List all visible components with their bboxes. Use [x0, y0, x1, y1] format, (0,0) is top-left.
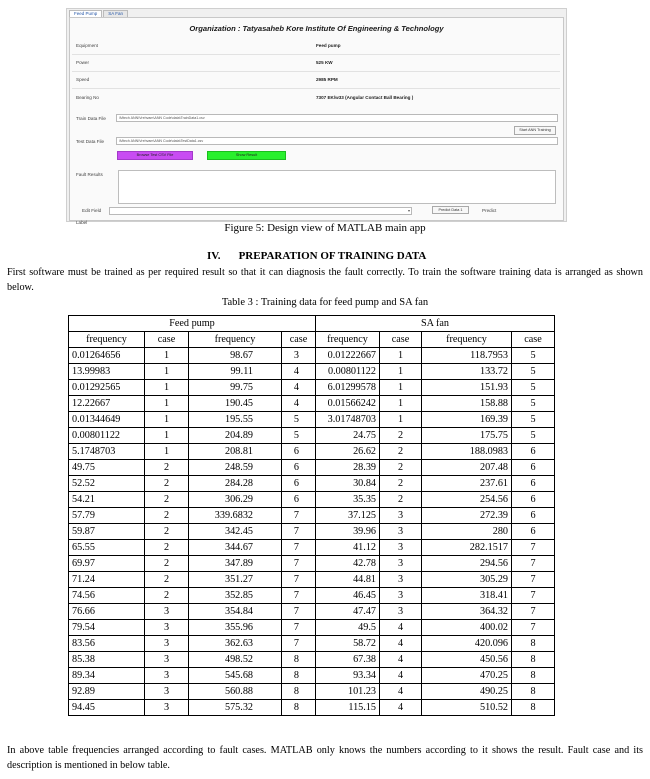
- table-row: [69, 572, 555, 588]
- table-cell: 46.45: [316, 588, 380, 604]
- table-row: [69, 444, 555, 460]
- table-cell: 280: [422, 524, 512, 540]
- table-cell: 282.1517: [422, 540, 512, 556]
- table-cell: 4: [380, 684, 422, 700]
- table-cell: 3: [145, 620, 189, 636]
- tab-bar: [69, 10, 129, 17]
- table-cell: 560.88: [189, 684, 282, 700]
- chevron-down-icon: ▾: [407, 208, 410, 213]
- table-cell: 169.39: [422, 412, 512, 428]
- table-cell: 2: [380, 476, 422, 492]
- table-cell: 470.25: [422, 668, 512, 684]
- table-cell: 3: [145, 604, 189, 620]
- table-cell: 8: [512, 636, 555, 652]
- label-text: Label: [76, 220, 88, 225]
- table-row: [69, 684, 555, 700]
- fault-results-label: Fault Results: [76, 172, 103, 177]
- table-cell: 175.75: [422, 428, 512, 444]
- table-cell: 5: [512, 428, 555, 444]
- table-cell: 3: [380, 556, 422, 572]
- table-cell: 49.75: [69, 460, 145, 476]
- show-result-button[interactable]: Show Result: [207, 151, 286, 160]
- table-cell: 272.39: [422, 508, 512, 524]
- table-cell: 284.28: [189, 476, 282, 492]
- start-ann-training-button[interactable]: Start ANN Training: [514, 126, 556, 135]
- divider: [72, 71, 560, 72]
- train-data-label: Train Data File: [76, 116, 106, 121]
- table-cell: 344.67: [189, 540, 282, 556]
- table-cell: 65.55: [69, 540, 145, 556]
- table-cell: 1: [380, 412, 422, 428]
- equipment-value: Feed pump: [316, 43, 341, 48]
- table-cell: 2: [145, 540, 189, 556]
- equipment-label: Equipment: [76, 43, 98, 48]
- group-header-sa-fan: SA fan: [316, 316, 555, 332]
- test-data-path-field[interactable]: \Mtech ANN\Vrehvam\ANN Code\data\TestData1.csv: [116, 137, 558, 145]
- table-row: [69, 524, 555, 540]
- table-cell: 1: [380, 364, 422, 380]
- table-row: [69, 540, 555, 556]
- table-cell: 254.56: [422, 492, 512, 508]
- table-row: [69, 428, 555, 444]
- table-row: [69, 588, 555, 604]
- table-cell: 85.38: [69, 652, 145, 668]
- table-row: [69, 460, 555, 476]
- table-cell: 5: [512, 348, 555, 364]
- table-cell: 294.56: [422, 556, 512, 572]
- table-cell: 47.47: [316, 604, 380, 620]
- table-cell: 0.01292565: [69, 380, 145, 396]
- table-cell: 2: [380, 460, 422, 476]
- table-cell: 92.89: [69, 684, 145, 700]
- table-cell: 74.56: [69, 588, 145, 604]
- table-cell: 0.00801122: [316, 364, 380, 380]
- table-cell: 339.6832: [189, 508, 282, 524]
- table-cell: 4: [380, 668, 422, 684]
- table-cell: 7: [282, 508, 316, 524]
- table-cell: 13.99983: [69, 364, 145, 380]
- table-cell: 0.01222667: [316, 348, 380, 364]
- table-cell: 3: [145, 700, 189, 716]
- table-cell: 35.35: [316, 492, 380, 508]
- table-row: [69, 380, 555, 396]
- table-cell: 351.27: [189, 572, 282, 588]
- table-row: [69, 476, 555, 492]
- table-cell: 3: [145, 652, 189, 668]
- table-cell: 2: [380, 444, 422, 460]
- fault-results-textarea[interactable]: [118, 170, 556, 204]
- table-cell: 342.45: [189, 524, 282, 540]
- table-cell: 1: [145, 348, 189, 364]
- table-cell: 4: [282, 380, 316, 396]
- speed-value: 2985 RPM: [316, 77, 338, 82]
- table-cell: 44.81: [316, 572, 380, 588]
- table-cell: 4: [380, 700, 422, 716]
- table-cell: 41.12: [316, 540, 380, 556]
- table-cell: 93.34: [316, 668, 380, 684]
- table-cell: 42.78: [316, 556, 380, 572]
- table-cell: 7: [282, 620, 316, 636]
- training-data-table: [68, 315, 555, 716]
- table-cell: 352.85: [189, 588, 282, 604]
- power-value: 525 KW: [316, 60, 333, 65]
- table-cell: 450.56: [422, 652, 512, 668]
- table-cell: 7: [282, 540, 316, 556]
- table-cell: 0.01344649: [69, 412, 145, 428]
- table-cell: 7: [282, 636, 316, 652]
- group-header-feed-pump: Feed pump: [69, 316, 316, 332]
- table-cell: 8: [512, 684, 555, 700]
- column-header: frequency: [316, 332, 380, 348]
- table-cell: 6: [512, 492, 555, 508]
- predict-label: Predict: [482, 208, 497, 213]
- table-row: [69, 348, 555, 364]
- table-cell: 151.93: [422, 380, 512, 396]
- column-header: frequency: [189, 332, 282, 348]
- table-cell: 5: [282, 428, 316, 444]
- table-cell: 5: [512, 380, 555, 396]
- table-cell: 3: [380, 540, 422, 556]
- table-cell: 498.52: [189, 652, 282, 668]
- column-header: frequency: [69, 332, 145, 348]
- table-cell: 83.56: [69, 636, 145, 652]
- table-cell: 5: [282, 412, 316, 428]
- table-cell: 7: [512, 620, 555, 636]
- table-body: [69, 348, 555, 716]
- table-title: Table 3 : Training data for feed pump and SA fan: [221, 297, 429, 308]
- table-cell: 94.45: [69, 700, 145, 716]
- table-cell: 420.096: [422, 636, 512, 652]
- table-cell: 0.00801122: [69, 428, 145, 444]
- table-cell: 8: [282, 700, 316, 716]
- table-cell: 1: [380, 396, 422, 412]
- divider: [72, 88, 560, 89]
- column-header: frequency: [422, 332, 512, 348]
- table-cell: 7: [512, 572, 555, 588]
- intro-paragraph: First software must be trained as per required result so that it can diagnosis the fault correctly. To train the software training data is arranged as shown below.: [7, 267, 643, 293]
- table-cell: 400.02: [422, 620, 512, 636]
- tab-feed-pump[interactable]: Feed Pump: [69, 10, 102, 17]
- table-cell: 133.72: [422, 364, 512, 380]
- table-cell: 118.7953: [422, 348, 512, 364]
- table-row: [69, 700, 555, 716]
- table-cell: 67.38: [316, 652, 380, 668]
- table-cell: 355.96: [189, 620, 282, 636]
- section-heading: [207, 250, 426, 262]
- table-cell: 99.11: [189, 364, 282, 380]
- tab-sa-fan[interactable]: SA Fan: [103, 10, 128, 17]
- table-cell: 3: [145, 684, 189, 700]
- column-header: case: [512, 332, 555, 348]
- browse-test-csv-button[interactable]: Browse Test CSV File: [117, 151, 193, 160]
- column-header: case: [380, 332, 422, 348]
- table-cell: 8: [282, 652, 316, 668]
- table-cell: 57.79: [69, 508, 145, 524]
- table-cell: 3: [380, 604, 422, 620]
- column-header: case: [282, 332, 316, 348]
- table-cell: 69.97: [69, 556, 145, 572]
- table-cell: 0.01566242: [316, 396, 380, 412]
- table-cell: 207.48: [422, 460, 512, 476]
- table-cell: 195.55: [189, 412, 282, 428]
- organization-title: Organization : Tatyasaheb Kore Institute Of Engineering & Technology: [189, 24, 444, 33]
- table-cell: 76.66: [69, 604, 145, 620]
- table-row: [69, 652, 555, 668]
- table-cell: 2: [380, 428, 422, 444]
- divider: [72, 54, 560, 55]
- table-cell: 6: [512, 476, 555, 492]
- table-cell: 362.63: [189, 636, 282, 652]
- table-cell: 2: [145, 508, 189, 524]
- table-cell: 490.25: [422, 684, 512, 700]
- table-cell: 8: [282, 684, 316, 700]
- table-cell: 2: [145, 476, 189, 492]
- table-cell: 1: [145, 444, 189, 460]
- table-cell: 8: [512, 668, 555, 684]
- table-cell: 7: [282, 556, 316, 572]
- table-cell: 6: [512, 460, 555, 476]
- table-cell: 354.84: [189, 604, 282, 620]
- predict-data-1-button[interactable]: Predict Data 1: [432, 206, 469, 214]
- table-cell: 89.34: [69, 668, 145, 684]
- table-cell: 49.5: [316, 620, 380, 636]
- table-row: [69, 620, 555, 636]
- table-cell: 12.22667: [69, 396, 145, 412]
- table-cell: 545.68: [189, 668, 282, 684]
- table-cell: 101.23: [316, 684, 380, 700]
- table-cell: 2: [145, 556, 189, 572]
- table-cell: 7: [512, 588, 555, 604]
- table-cell: 58.72: [316, 636, 380, 652]
- table-cell: 347.89: [189, 556, 282, 572]
- table-cell: 237.61: [422, 476, 512, 492]
- column-header-row: [69, 332, 555, 348]
- bearing-label: Bearing No: [76, 95, 99, 100]
- table-cell: 2: [380, 492, 422, 508]
- table-cell: 3: [380, 572, 422, 588]
- table-cell: 3: [380, 524, 422, 540]
- table-cell: 1: [145, 380, 189, 396]
- table-cell: 364.32: [422, 604, 512, 620]
- table-cell: 6: [282, 460, 316, 476]
- table-cell: 8: [512, 700, 555, 716]
- table-cell: 2: [145, 460, 189, 476]
- table-cell: 7: [282, 604, 316, 620]
- table-cell: 4: [380, 652, 422, 668]
- table-cell: 3.01748703: [316, 412, 380, 428]
- table-row: [69, 636, 555, 652]
- table-cell: 26.62: [316, 444, 380, 460]
- table-cell: 2: [145, 572, 189, 588]
- table-cell: 7: [512, 604, 555, 620]
- table-row: [69, 604, 555, 620]
- table-row: [69, 668, 555, 684]
- edit-field-label: Edit Field: [82, 208, 102, 213]
- table-cell: 2: [145, 524, 189, 540]
- table-cell: 7: [512, 540, 555, 556]
- table-row: [69, 412, 555, 428]
- table-cell: 3: [380, 508, 422, 524]
- table-cell: 4: [380, 620, 422, 636]
- table-cell: 5.1748703: [69, 444, 145, 460]
- section-number: IV.: [207, 250, 221, 262]
- table-cell: 3: [380, 588, 422, 604]
- table-cell: 3: [282, 348, 316, 364]
- matlab-app-figure: [66, 8, 567, 225]
- table-row: [69, 492, 555, 508]
- main-panel: [69, 17, 564, 225]
- figure-caption: Figure 5: Design view of MATLAB main app: [224, 222, 426, 234]
- table-cell: 306.29: [189, 492, 282, 508]
- power-label: Power: [76, 60, 90, 65]
- table-cell: 6.01299578: [316, 380, 380, 396]
- table-cell: 98.67: [189, 348, 282, 364]
- table-cell: 248.59: [189, 460, 282, 476]
- table-cell: 71.24: [69, 572, 145, 588]
- table-cell: 52.52: [69, 476, 145, 492]
- table-cell: 510.52: [422, 700, 512, 716]
- table-cell: 6: [282, 476, 316, 492]
- table-cell: 1: [380, 348, 422, 364]
- table-cell: 188.0983: [422, 444, 512, 460]
- table-row: [69, 364, 555, 380]
- table-cell: 4: [380, 636, 422, 652]
- table-cell: 37.125: [316, 508, 380, 524]
- table-cell: 1: [145, 396, 189, 412]
- table-cell: 8: [282, 668, 316, 684]
- table-cell: 5: [512, 412, 555, 428]
- column-header: case: [145, 332, 189, 348]
- table-cell: 79.54: [69, 620, 145, 636]
- table-cell: 115.15: [316, 700, 380, 716]
- table-cell: 6: [282, 444, 316, 460]
- table-cell: 7: [512, 556, 555, 572]
- table-cell: 54.21: [69, 492, 145, 508]
- table-cell: 7: [282, 572, 316, 588]
- test-data-label: Test Data File: [76, 139, 105, 144]
- table-cell: 7: [282, 588, 316, 604]
- edit-field-dropdown[interactable]: [109, 207, 412, 215]
- table-cell: 6: [512, 444, 555, 460]
- table-cell: 190.45: [189, 396, 282, 412]
- table-cell: 28.39: [316, 460, 380, 476]
- table-cell: 1: [380, 380, 422, 396]
- table-cell: 158.88: [422, 396, 512, 412]
- table-cell: 39.96: [316, 524, 380, 540]
- outro-paragraph: In above table frequencies arranged according to fault cases. MATLAB only knows the numbers according to it shows the result. Fault case and its description is mentioned in below table.: [7, 745, 643, 771]
- table-cell: 24.75: [316, 428, 380, 444]
- table-cell: 208.81: [189, 444, 282, 460]
- table-cell: 318.41: [422, 588, 512, 604]
- table-cell: 59.87: [69, 524, 145, 540]
- table-cell: 204.89: [189, 428, 282, 444]
- table-cell: 5: [512, 364, 555, 380]
- table-cell: 30.84: [316, 476, 380, 492]
- table-cell: 8: [512, 652, 555, 668]
- section-title: PREPARATION OF TRAINING DATA: [238, 250, 427, 262]
- table-cell: 305.29: [422, 572, 512, 588]
- table-cell: 6: [512, 524, 555, 540]
- table-cell: 3: [145, 668, 189, 684]
- table-cell: 2: [145, 588, 189, 604]
- table-cell: 575.32: [189, 700, 282, 716]
- table-cell: 6: [512, 508, 555, 524]
- table-cell: 4: [282, 396, 316, 412]
- table-cell: 2: [145, 492, 189, 508]
- table-cell: 3: [145, 636, 189, 652]
- table-cell: 99.75: [189, 380, 282, 396]
- table-cell: 1: [145, 428, 189, 444]
- train-data-path-field[interactable]: \Mtech ANN\Vrehvam\ANN Code\data\TrainData1.csv: [116, 114, 558, 122]
- table-cell: 7: [282, 524, 316, 540]
- table-cell: 1: [145, 364, 189, 380]
- table-cell: 5: [512, 396, 555, 412]
- table-cell: 6: [282, 492, 316, 508]
- table-row: [69, 508, 555, 524]
- speed-label: Speed: [76, 77, 90, 82]
- table-row: [69, 556, 555, 572]
- table-cell: 1: [145, 412, 189, 428]
- table-cell: 4: [282, 364, 316, 380]
- table-row: [69, 396, 555, 412]
- bearing-value: 7307 EK/w33 (Angular Contact Ball Bearing ): [316, 95, 414, 100]
- table-cell: 0.01264656: [69, 348, 145, 364]
